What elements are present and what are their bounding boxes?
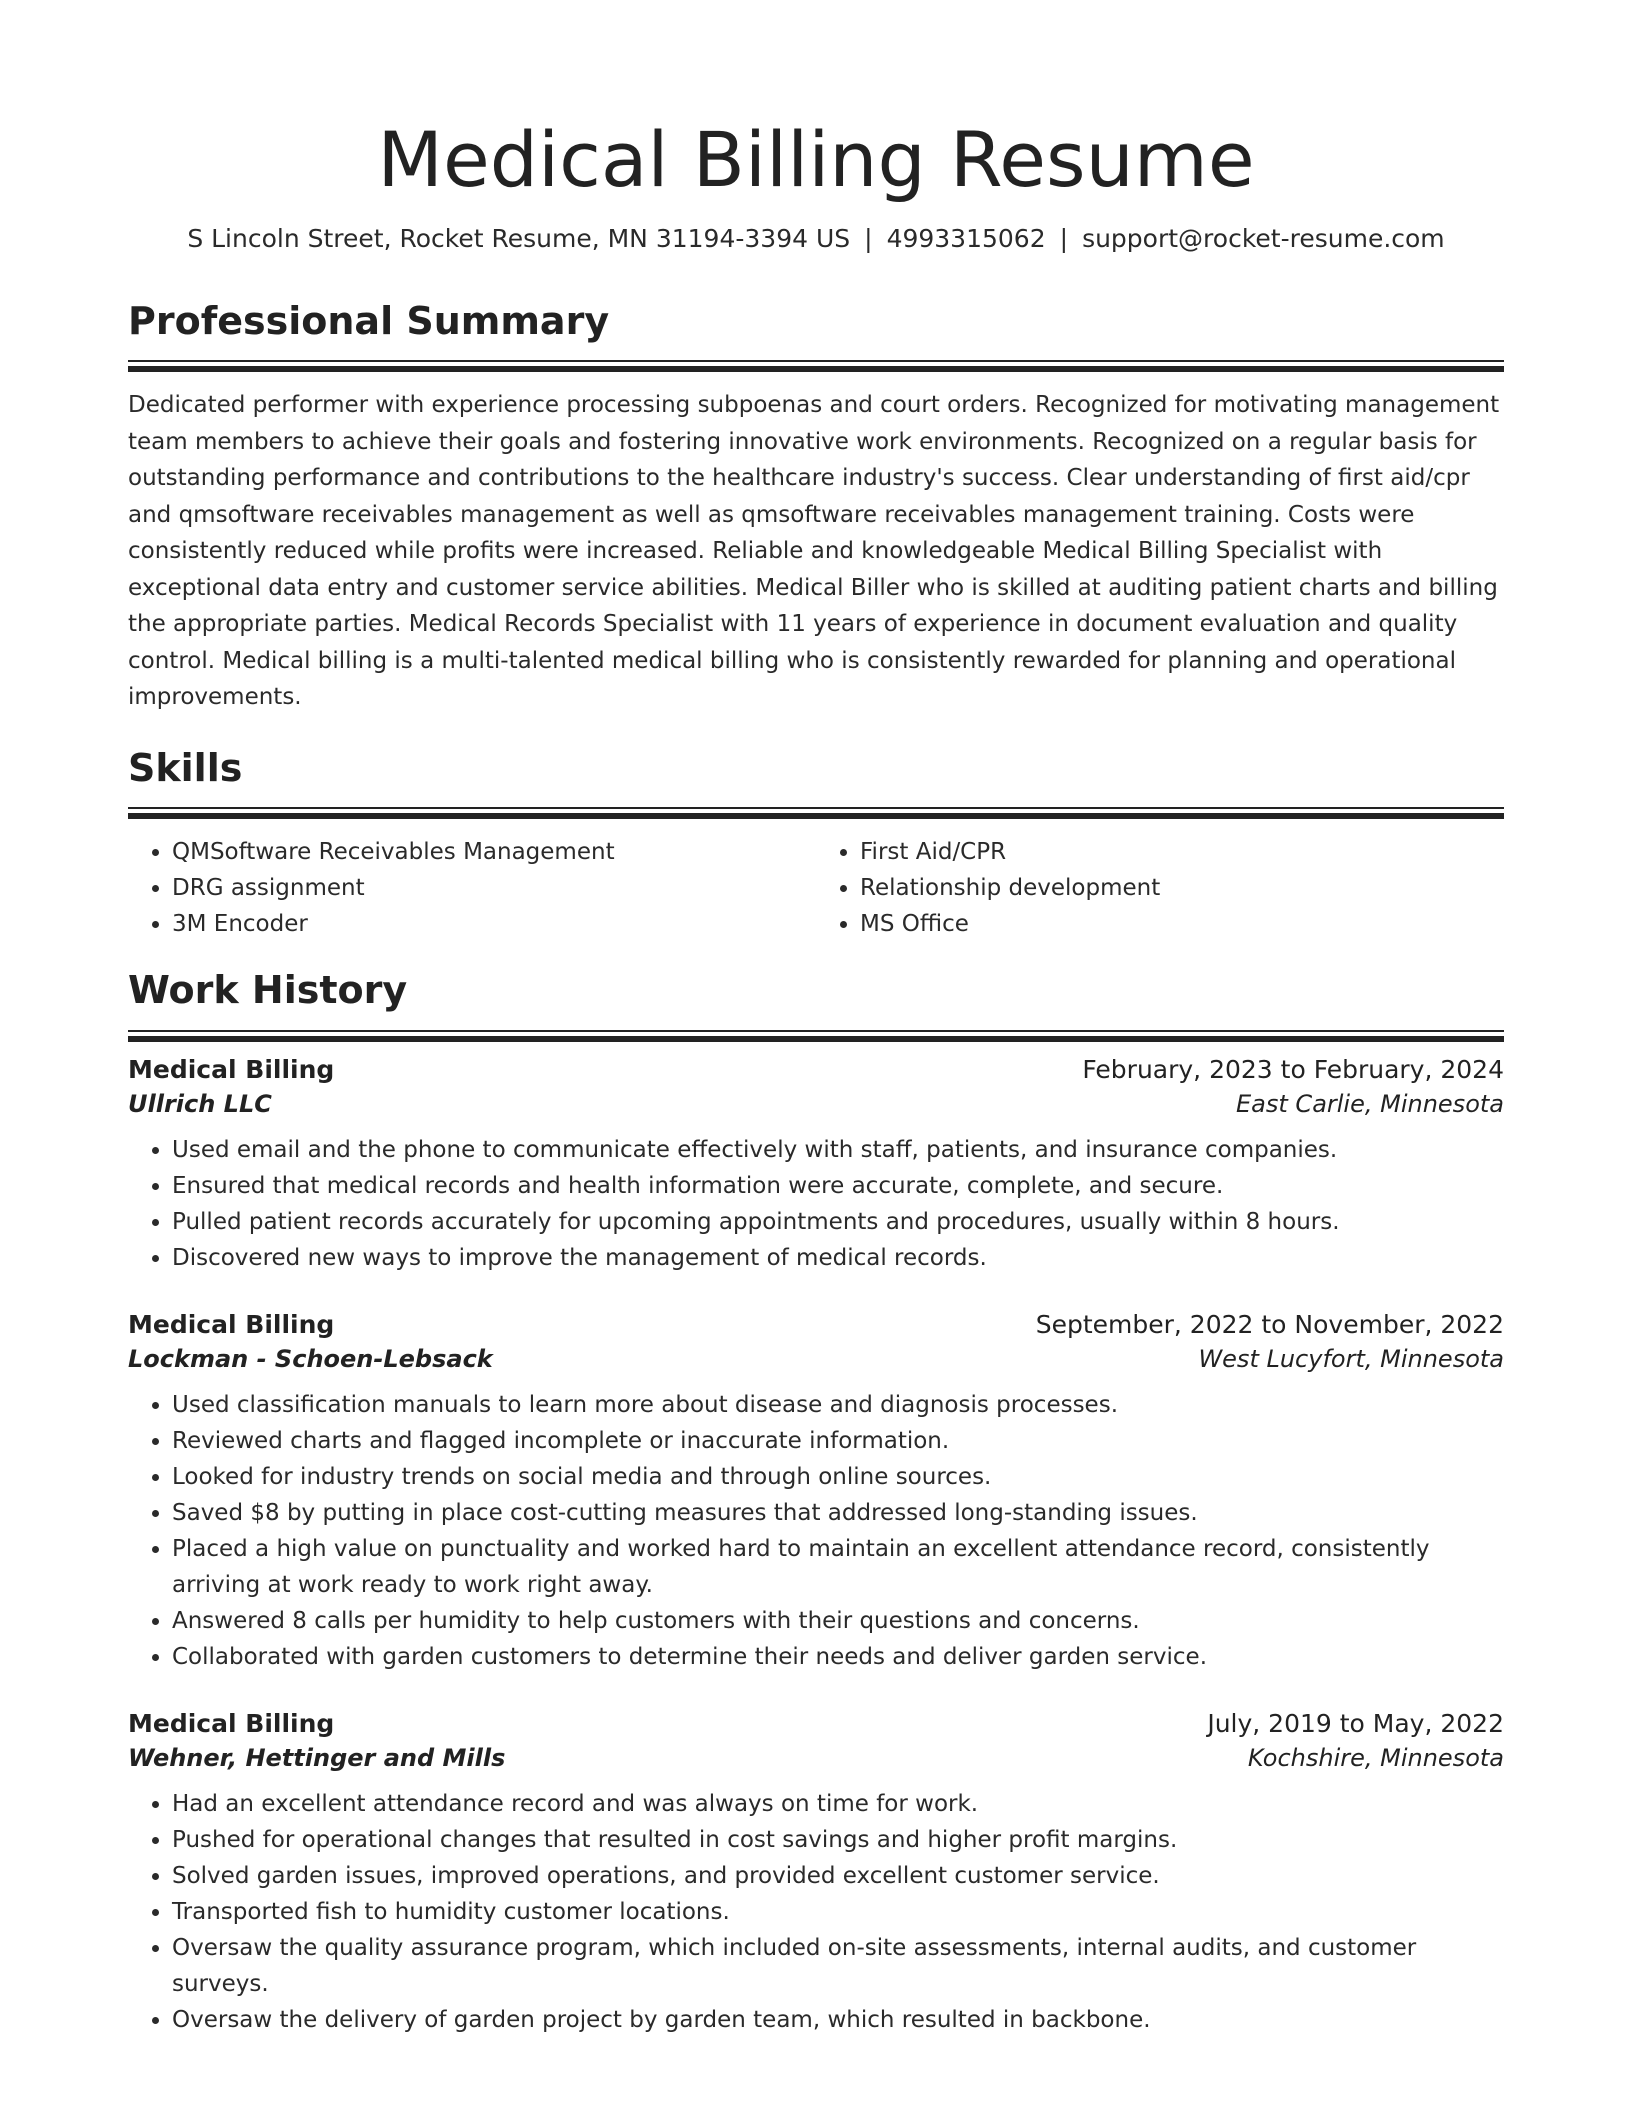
- skills-grid: [128, 834, 1504, 942]
- job-dates: July, 2019 to May, 2022: [1207, 1708, 1504, 1738]
- job-location: Kochshire, Minnesota: [1247, 1743, 1504, 1772]
- job-bullet: • Had an excellent attendance record and was always on time for work.: [172, 1786, 1504, 1822]
- job-bullet: • Collaborated with garden customers to determine their needs and deliver garden service.: [172, 1639, 1504, 1675]
- job-bullet: • Oversaw the delivery of garden project by garden team, which resulted in backbone.: [172, 2002, 1504, 2038]
- job-location: West Lucyfort, Minnesota: [1198, 1344, 1504, 1373]
- skills-column-left: [128, 834, 816, 942]
- section-divider: [128, 807, 1504, 812]
- job-bullet: • Saved $8 by putting in place cost-cutting measures that addressed long-standing issues.: [172, 1495, 1504, 1531]
- job-bullet: • Answered 8 calls per humidity to help customers with their questions and concerns.: [172, 1603, 1504, 1639]
- job-bullet: • Ensured that medical records and health information were accurate, complete, and secure.: [172, 1168, 1504, 1204]
- job-bullet: • Pushed for operational changes that resulted in cost savings and higher profit margins.: [172, 1822, 1504, 1858]
- skills-list-right: [816, 834, 1504, 942]
- job-company: Ullrich LLC: [128, 1089, 272, 1118]
- section-divider: [128, 1030, 1504, 1035]
- job-bullet: • Placed a high value on punctuality and worked hard to maintain an excellent attendance record, consistently arriving at work ready to work right away.: [172, 1531, 1504, 1603]
- skill-item: • QMSoftware Receivables Management: [172, 834, 816, 870]
- job-company-row: [128, 1744, 1504, 1772]
- job-entry: [128, 1709, 1504, 2038]
- contact-separator: |: [1059, 223, 1069, 253]
- contact-separator: |: [864, 223, 873, 253]
- job-bullets: [128, 1786, 1504, 2038]
- job-location: East Carlie, Minnesota: [1236, 1089, 1504, 1118]
- skills-section: [128, 746, 1504, 943]
- job-dates: February, 2023 to February, 2024: [1082, 1054, 1504, 1084]
- skill-item: • DRG assignment: [172, 870, 816, 906]
- contact-line: [128, 224, 1504, 253]
- job-company: Lockman - Schoen-Lebsack: [128, 1344, 493, 1373]
- contact-phone: 4993315062: [886, 223, 1046, 253]
- professional-summary-section: [128, 299, 1504, 716]
- job-title: Medical Billing: [128, 1054, 335, 1084]
- job-header-row: [128, 1709, 1504, 1738]
- job-bullet: • Looked for industry trends on social media and through online sources.: [172, 1459, 1504, 1495]
- job-bullet: • Solved garden issues, improved operations, and provided excellent customer service.: [172, 1858, 1504, 1894]
- job-bullets: [128, 1132, 1504, 1276]
- job-bullet: • Transported fish to humidity customer locations.: [172, 1894, 1504, 1930]
- job-bullet: • Used classification manuals to learn more about disease and diagnosis processes.: [172, 1387, 1504, 1423]
- job-bullets: [128, 1387, 1504, 1675]
- skill-item: • First Aid/CPR: [860, 834, 1504, 870]
- section-divider: [128, 360, 1504, 365]
- skill-item: • 3M Encoder: [172, 906, 816, 942]
- job-header-row: [128, 1310, 1504, 1339]
- job-bullet: • Reviewed charts and flagged incomplete or inaccurate information.: [172, 1423, 1504, 1459]
- skills-column-right: [816, 834, 1504, 942]
- contact-address: S Lincoln Street, Rocket Resume, MN 31194-3394 US: [187, 223, 851, 253]
- job-bullet: • Discovered new ways to improve the management of medical records.: [172, 1240, 1504, 1276]
- skill-item: • Relationship development: [860, 870, 1504, 906]
- job-bullet: • Oversaw the quality assurance program, which included on-site assessments, internal audits, and customer surveys.: [172, 1930, 1504, 2002]
- job-header-row: [128, 1055, 1504, 1084]
- job-bullet: • Pulled patient records accurately for upcoming appointments and procedures, usually within 8 hours.: [172, 1204, 1504, 1240]
- job-company: Wehner, Hettinger and Mills: [128, 1743, 506, 1772]
- summary-text: Dedicated performer with experience processing subpoenas and court orders. Recognized for motivating management team members to achieve their goals and fostering innovative work environments. Recognized on a regular basis for outstanding performance and contributions to the healthcare industry's success. Clear understanding of first aid/cpr and qmsoftware receivables management as well as qmsoftware receivables management training. Costs were consistently reduced while profits were increased. Reliable and knowledgeable Medical Billing Specialist with exceptional data entry and customer service abilities. Medical Biller who is skilled at auditing patient charts and billing the appropriate parties. Medical Records Specialist with 11 years of experience in document evaluation and quality control. Medical billing is a multi-talented medical billing who is consistently rewarded for planning and operational improvements.: [128, 392, 1500, 711]
- job-company-row: [128, 1345, 1504, 1373]
- job-entry: [128, 1310, 1504, 1675]
- section-title-skills: Skills: [128, 745, 243, 790]
- contact-email: support@rocket-resume.com: [1082, 223, 1445, 253]
- resume-title: Medical Billing Resume: [377, 115, 1255, 204]
- job-dates: September, 2022 to November, 2022: [1035, 1309, 1504, 1339]
- job-entry: [128, 1055, 1504, 1276]
- job-company-row: [128, 1090, 1504, 1118]
- job-bullet: • Used email and the phone to communicate effectively with staff, patients, and insurance companies.: [172, 1132, 1504, 1168]
- section-title-work-history: Work History: [128, 968, 408, 1013]
- work-history-section: [128, 968, 1504, 2038]
- skills-list-left: [128, 834, 816, 942]
- skill-item: • MS Office: [860, 906, 1504, 942]
- job-title: Medical Billing: [128, 1708, 335, 1738]
- section-title-summary: Professional Summary: [128, 298, 610, 343]
- job-title: Medical Billing: [128, 1309, 335, 1339]
